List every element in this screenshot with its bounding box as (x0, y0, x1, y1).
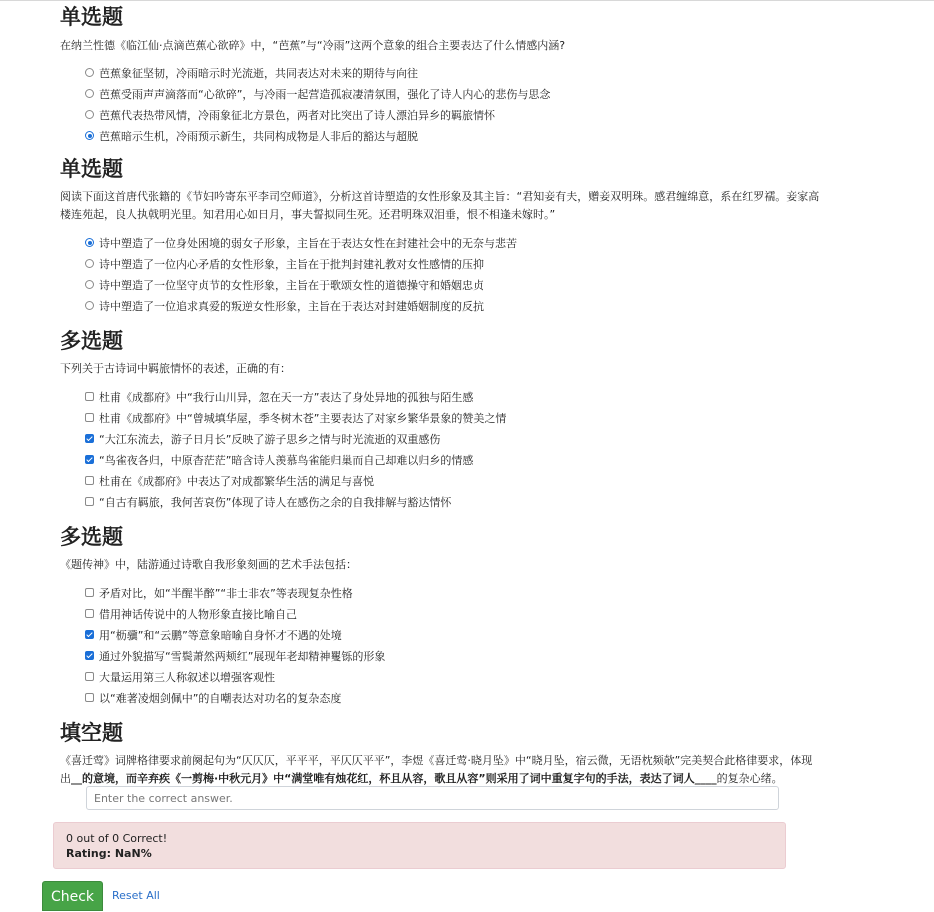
radio-option[interactable] (85, 295, 820, 316)
checkbox-option[interactable] (85, 470, 820, 491)
option-label: 芭蕉受雨声声滴落而“心欲碎”，与冷雨一起营造孤寂凄清氛围，强化了诗人内心的悲伤与思念 (99, 87, 551, 101)
option-label: “大江东流去，游子日月长”反映了游子思乡之情与时光流逝的双重感伤 (99, 432, 441, 446)
radio-button[interactable] (85, 280, 94, 289)
fill-question-text (60, 752, 820, 788)
option-label: 诗中塑造了一位内心矛盾的女性形象，主旨在于批判封建礼教对女性感情的压抑 (99, 257, 484, 271)
radio-option[interactable] (85, 83, 820, 104)
section-title: 单选题 (60, 5, 123, 29)
option-label: 诗中塑造了一位坚守贞节的女性形象，主旨在于歌颂女性的道德操守和婚姻忠贞 (99, 278, 484, 292)
checkbox-checked[interactable] (85, 651, 94, 660)
radio-option[interactable] (85, 104, 820, 125)
checkbox-checked[interactable] (85, 455, 94, 464)
checkbox-option[interactable] (85, 407, 820, 428)
option-list (85, 386, 820, 512)
option-label: 通过外貌描写“雪鬓萧然两颊红”展现年老却精神矍铄的形象 (99, 649, 386, 663)
radio-option[interactable] (85, 232, 820, 253)
option-label: 以“难著凌烟剑佩中”的自嘲表达对功名的复杂态度 (99, 691, 342, 705)
section-title: 填空题 (60, 721, 123, 745)
option-label: 借用神话传说中的人物形象直接比喻自己 (99, 607, 297, 621)
checkbox-option[interactable] (85, 428, 820, 449)
answer-input[interactable] (86, 786, 779, 810)
option-label: 杜甫《成都府》中“我行山川异，忽在天一方”表达了身处异地的孤独与陌生感 (99, 390, 474, 404)
checkbox-option[interactable] (85, 603, 820, 624)
radio-button[interactable] (85, 259, 94, 268)
option-label: 芭蕉象征坚韧，冷雨暗示时光流逝，共同表达对未来的期待与向往 (99, 66, 418, 80)
checkbox[interactable] (85, 693, 94, 702)
question-text: 阅读下面这首唐代张籍的《节妇吟寄东平李司空师道》，分析这首诗塑造的女性形象及其主旨：“君知妾有夫，赠妾双明珠。感君缠绵意，系在红罗襦。妾家高楼连苑起，良人执戟明光里。知君用心如日月，事夫誓拟同生死。还君明珠双泪垂，恨不相逢未嫁时。” (60, 190, 820, 221)
checkbox[interactable] (85, 413, 94, 422)
option-label: 杜甫《成都府》中“曾城填华屋，季冬树木苍”主要表达了对家乡繁华景象的赞美之情 (99, 411, 507, 425)
checkbox[interactable] (85, 497, 94, 506)
option-label: 芭蕉代表热带风情，冷雨象征北方景色，两者对比突出了诗人漂泊异乡的羁旅情怀 (99, 108, 495, 122)
option-list (85, 62, 820, 146)
checkbox-option[interactable] (85, 582, 820, 603)
checkbox-checked[interactable] (85, 434, 94, 443)
radio-button[interactable] (85, 89, 94, 98)
quiz-section-5 (60, 720, 820, 788)
checkbox-checked[interactable] (85, 630, 94, 639)
quiz-section-1 (60, 4, 820, 146)
option-label: 矛盾对比，如“半醒半醉”“非士非农”等表现复杂性格 (99, 586, 353, 600)
radio-option[interactable] (85, 62, 820, 83)
radio-option[interactable] (85, 274, 820, 295)
reset-all-link[interactable]: Reset All (112, 889, 160, 902)
checkbox-option[interactable] (85, 624, 820, 645)
question-text-tail: 的复杂心绪。 (716, 772, 783, 785)
checkbox[interactable] (85, 609, 94, 618)
radio-button-selected[interactable] (85, 131, 94, 140)
checkbox-option[interactable] (85, 645, 820, 666)
question-text-bold: __的意境，而辛弃疾《一剪梅·中秋元月》中“满堂唯有烛花红，杯且从容，歌且从容”则采用了词中重复字句的手法，表达了词人____ (71, 772, 717, 785)
checkbox-option[interactable] (85, 386, 820, 407)
option-label: 芭蕉暗示生机，冷雨预示新生，共同构成物是人非后的豁达与超脱 (99, 129, 418, 143)
radio-option[interactable] (85, 125, 820, 146)
question-text-plain: 《喜迁莺》词牌格律要求前阕起句为“仄仄仄，平平平，平仄仄平平”，李煜《喜迁莺·晓月坠》中“晓月坠，宿云微，无语枕频欹”完美契合此格律要求，体现出 (60, 754, 813, 785)
section-title: 单选题 (60, 157, 123, 181)
option-label: 大量运用第三人称叙述以增强客观性 (99, 670, 275, 684)
checkbox[interactable] (85, 672, 94, 681)
checkbox[interactable] (85, 392, 94, 401)
option-label: 诗中塑造了一位追求真爱的叛逆女性形象，主旨在于表达对封建婚姻制度的反抗 (99, 299, 484, 313)
checkbox-option[interactable] (85, 491, 820, 512)
radio-button[interactable] (85, 301, 94, 310)
option-label: 诗中塑造了一位身处困境的弱女子形象，主旨在于表达女性在封建社会中的无奈与悲苦 (99, 236, 517, 250)
check-button[interactable]: Check (42, 881, 103, 911)
checkbox-option[interactable] (85, 687, 820, 708)
quiz-section-4 (60, 524, 820, 708)
result-score: 0 out of 0 Correct! (66, 832, 168, 845)
question-text: 《题传神》中，陆游通过诗歌自我形象刻画的艺术手法包括： (60, 558, 357, 571)
quiz-content (60, 0, 820, 796)
result-alert (53, 822, 786, 869)
checkbox-option[interactable] (85, 666, 820, 687)
option-label: “自古有羁旅，我何苦哀伤”体现了诗人在感伤之余的自我排解与豁达情怀 (99, 495, 452, 509)
checkbox[interactable] (85, 476, 94, 485)
quiz-section-3 (60, 328, 820, 512)
section-title: 多选题 (60, 525, 123, 549)
option-list (85, 582, 820, 708)
option-label: 用“枥骥”和“云鹏”等意象暗喻自身怀才不遇的处境 (99, 628, 342, 642)
option-list (85, 232, 820, 316)
checkbox-option[interactable] (85, 449, 820, 470)
radio-button[interactable] (85, 110, 94, 119)
option-label: “鸟雀夜各归，中原杳茫茫”暗含诗人羡慕鸟雀能归巢而自己却难以归乡的情感 (99, 453, 474, 467)
question-text: 在纳兰性德《临江仙·点滴芭蕉心欲碎》中，“芭蕉”与“冷雨”这两个意象的组合主要表达了什么情感内涵? (60, 39, 566, 52)
checkbox[interactable] (85, 588, 94, 597)
question-text: 下列关于古诗词中羁旅情怀的表述，正确的有： (60, 362, 291, 375)
section-title: 多选题 (60, 329, 123, 353)
radio-button-selected[interactable] (85, 238, 94, 247)
radio-button[interactable] (85, 68, 94, 77)
quiz-section-2 (60, 156, 820, 316)
result-rating: Rating: NaN% (66, 847, 152, 860)
option-label: 杜甫在《成都府》中表达了对成都繁华生活的满足与喜悦 (99, 474, 374, 488)
radio-option[interactable] (85, 253, 820, 274)
